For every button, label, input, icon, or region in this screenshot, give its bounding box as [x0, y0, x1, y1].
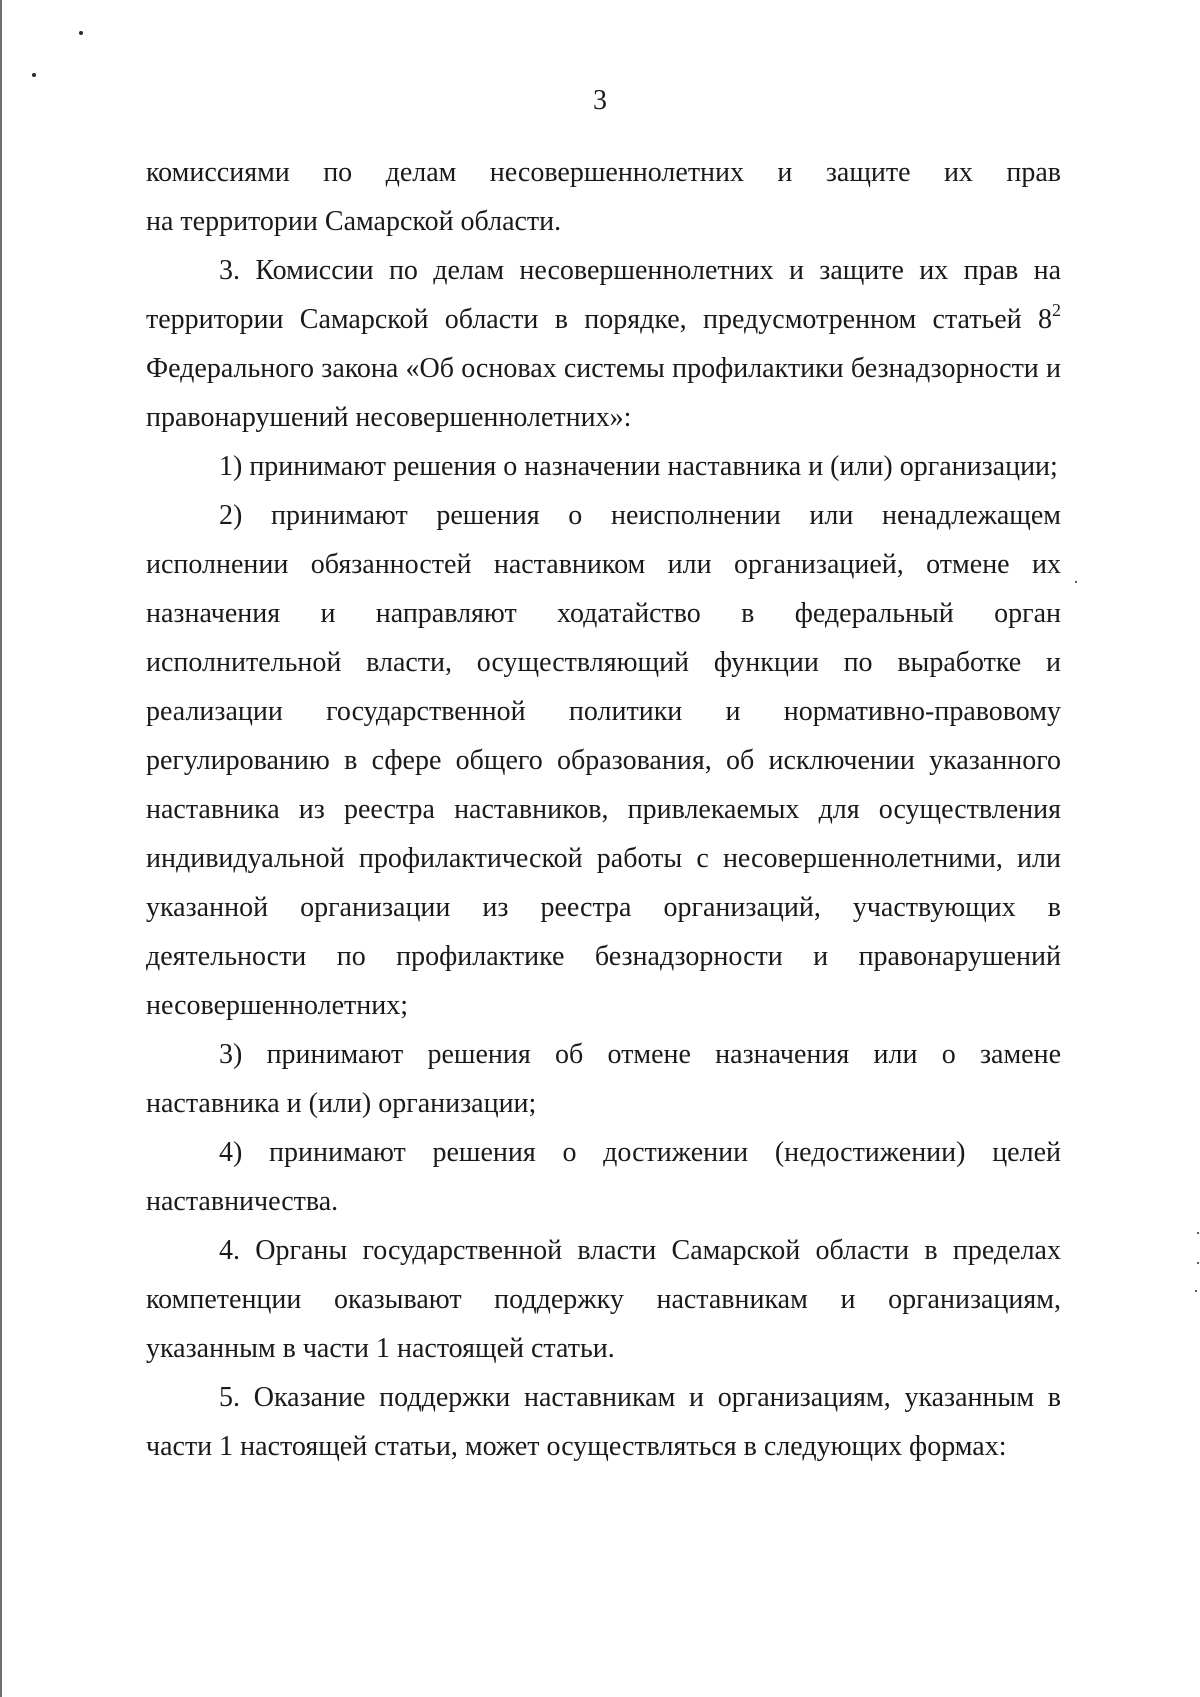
paragraph-line: на территории Самарской области. [146, 206, 562, 237]
scan-speck [1197, 1232, 1199, 1234]
scan-speck [1075, 581, 1077, 583]
page-edge-shadow [0, 0, 2, 1697]
paragraph-line-justified: комиссиями по делам несовершеннолетних и защите их прав [146, 157, 1061, 188]
superscript: 2 [1052, 300, 1061, 320]
paragraph-subitem-1: 1) принимают решения о назначении наставника и (или) организации; [219, 451, 1058, 482]
scan-speck [32, 73, 36, 77]
paragraph-text-after: Федерального закона «Об основах системы профилактики безнадзорности и правонарушений несовершеннолетних»: [146, 353, 1061, 433]
page-number: 3 [593, 85, 607, 116]
paragraph-continuation [146, 148, 1061, 246]
document-body [146, 148, 1061, 1471]
paragraph-text: 3. Комиссии по делам несовершеннолетних и защите их прав на территории Самарской области в порядке, предусмотренном статьей 8 [146, 255, 1061, 335]
paragraph-subitem-4: 4) принимают решения о достижении (недостижении) целей наставничества. [146, 1137, 1061, 1217]
paragraph-item-4: 4. Органы государственной власти Самарской области в пределах компетенции оказывают поддержку наставникам и организациям, указанным в части 1 настоящей статьи. [146, 1235, 1061, 1364]
paragraph-subitem-2: 2) принимают решения о неисполнении или ненадлежащем исполнении обязанностей наставником или организацией, отмене их назначения и направляют ходатайство в федеральный орган исполнительной власти, осуществляющий функции по выработке и реализации государственной политики и нормативно-правовому регулированию в сфере общего образования, об исключении указанного наставника из реестра наставников, привлекаемых для осуществления индивидуальной профилактической работы с несовершеннолетними, или указанной организации из реестра организаций, участвующих в деятельности по профилактике безнадзорности и правонарушений несовершеннолетних; [146, 500, 1061, 1021]
scan-speck [1195, 1290, 1197, 1292]
scan-speck [79, 31, 83, 35]
paragraph-item-5: 5. Оказание поддержки наставникам и организациям, указанным в части 1 настоящей статьи, может осуществляться в следующих формах: [146, 1382, 1061, 1462]
scan-speck [1197, 1262, 1199, 1264]
paragraph-item-3 [146, 246, 1061, 442]
paragraph-subitem-3: 3) принимают решения об отмене назначения или о замене наставника и (или) организации; [146, 1039, 1061, 1119]
